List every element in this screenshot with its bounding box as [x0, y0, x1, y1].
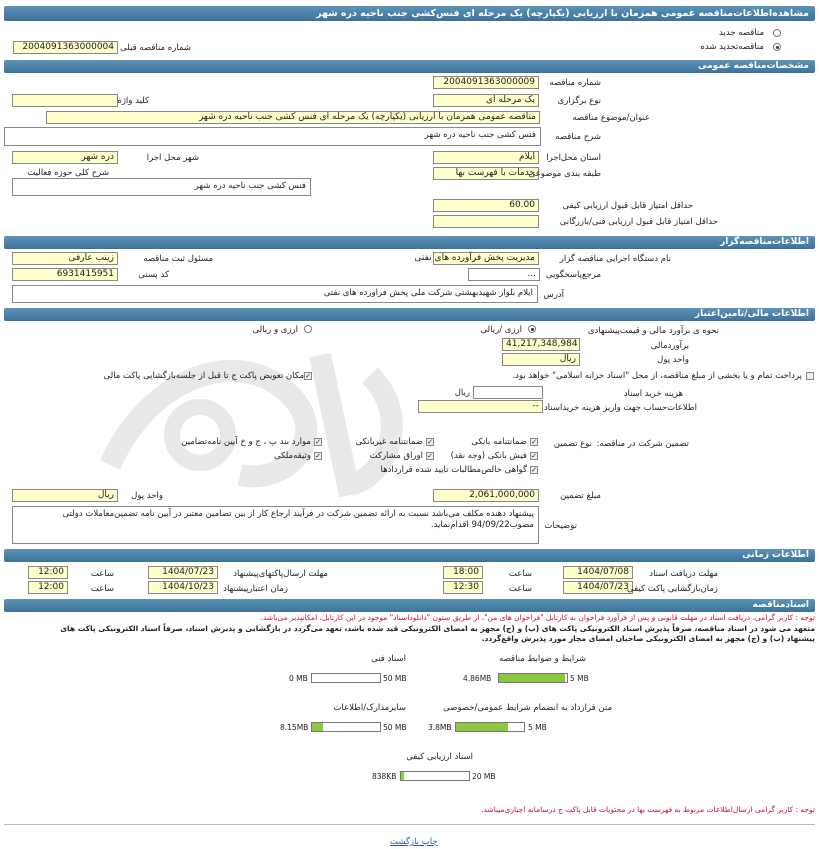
radio-renewed-label: مناقصه‌تجدید شده: [700, 42, 764, 52]
radio-rial-foreign[interactable]: [304, 325, 312, 333]
section-general-header: مشخصات‌مناقصه عمومی: [4, 60, 815, 73]
file-4-label: سایر‌مدارک/اطلاعات: [333, 703, 406, 713]
postal-code-field: 6931415951: [12, 268, 118, 281]
bottom-divider: [4, 824, 815, 825]
province-label: استان محل‌اجرا: [546, 153, 601, 163]
province-field: ایلام: [433, 151, 539, 164]
file-1-max: 5 MB: [570, 674, 589, 683]
valid-time-field: 12:00: [28, 581, 68, 594]
receive-label: مهلت دریافت اسناد: [649, 569, 718, 579]
currency-label: واحد پول: [657, 355, 689, 365]
agency-field: مدیریت پخش فرآورده های نفتی: [433, 252, 539, 265]
city-label: شهر محل اجرا: [146, 153, 199, 163]
min-tech-score-field: [433, 215, 539, 228]
currency-field: ریال: [502, 353, 580, 366]
file-5-max: 20 MB: [472, 772, 496, 781]
tender-description-label: شرح مناقصه: [555, 132, 601, 142]
min-quality-score-label: حداقل امتیاز قابل قبول ارزیابی کیفی: [562, 201, 693, 211]
tender-number-label: شماره مناقصه: [549, 78, 601, 88]
file-1-bar: [498, 673, 568, 683]
keyword-label: کلید واژه: [117, 96, 149, 106]
send-time-label: ساعت: [90, 569, 114, 579]
category-field: خدمات با فهرست بها: [433, 167, 539, 180]
radio-rial[interactable]: [528, 325, 536, 333]
g6-checkbox: ✓: [315, 452, 321, 460]
open-time-label: ساعت: [508, 584, 532, 594]
file-2-bar: [311, 673, 381, 683]
address-box: ایلام بلوار شهید‌بهشتی شرکت ملی پخش فراورده های نفتی: [12, 285, 538, 303]
documents-note-3: پیشنهاد (ب) و (ج) مجهز به امضای الکترونیکی صاحبان امضای مجاز مورد پذیرش واقع‌گردد.: [481, 634, 815, 643]
activity-box: فنس کشی جنب ناحیه دره شهر: [12, 178, 311, 196]
file-2-size: 0 MB: [289, 674, 308, 683]
replace-checkbox[interactable]: ✓: [305, 372, 311, 380]
file-5-bar: [400, 771, 470, 781]
guarantee-type-label: نوع تضمین: [553, 439, 592, 449]
notes-box: پیشنهاد دهنده مکلف می‌باشد نسبت به ارائه تضمین شرکت در فرآیند ارجاع کار از بین تضامین معتبر در آیین نامه تضمین‌معاملات دولتی مصوب94/09/22 اقدام‌نماید.: [12, 506, 539, 544]
valid-date-field: 1404/10/23: [148, 581, 218, 594]
send-time-field: 12:00: [28, 566, 68, 579]
file-3-max: 5 MB: [528, 723, 547, 732]
min-tech-score-label: حداقل امتیاز قابل قبول ارزیابی فنی/بازرگانی: [559, 217, 718, 227]
file-3-bar-fill: [456, 723, 508, 731]
file-4-max: 50 MB: [383, 723, 407, 732]
holding-type-label: نوع برگزاری: [557, 96, 601, 106]
documents-note-2: متعهد می شود در اسناد مناقصه، صرفاً پذیرش اسناد الکترونیکی پاکت های (ب) و (ج) مجهز به امضای الکترونیکی قید شده باشد، تعهد می‌گردد در بازگشایی و پذیرش اسناد، صرفاً اسناد الکترونیکی پاکت های: [60, 624, 815, 633]
keyword-field: [12, 94, 118, 107]
g7-checkbox: ✓: [531, 466, 537, 474]
radio-rial-foreign-label: ارزی و ریالی: [252, 325, 298, 335]
tender-title-label: عنوان/موضوع مناقصه: [572, 113, 650, 123]
payment-note: پرداخت تمام و یا بخشی از مبلغ مناقصه، از محل "اسناد خزانه اسلامی" خواهد بود.: [512, 371, 802, 381]
notes-label: توضیحات: [544, 521, 577, 531]
account-label: اطلاعات‌حساب جهت واریز هزینه خریداسناد: [543, 403, 697, 413]
holding-type-field: یک مرحله ای: [433, 94, 539, 107]
address-label: آدرس: [543, 290, 564, 300]
payment-checkbox[interactable]: [806, 372, 814, 380]
g3-checkbox: ✓: [315, 438, 321, 446]
activity-label: شرح کلی حوزه فعالیت: [27, 168, 109, 178]
estimate-label: برآوردمالی: [650, 341, 689, 351]
responsible-field: زینب عارفی: [12, 252, 118, 265]
file-1-size: 4.86MB: [463, 674, 492, 683]
category-label: طبقه بندی موضوعی: [528, 169, 601, 179]
guarantee-currency-label: واحد پول: [131, 491, 163, 501]
section-finance-header: اطلاعات مالی/تامین‌اعتبار: [4, 308, 815, 321]
postal-code-label: کد پستی: [138, 270, 169, 280]
tender-title-field: مناقصه عمومی همزمان با ارزیابی (یکپارچه) یک مرحله ای فنس کشی جنب ناحیه دره شهر: [46, 111, 540, 124]
guarantee-currency-field: ریال: [12, 489, 118, 502]
city-field: دره شهر: [12, 151, 118, 164]
receive-date-field: 1404/07/08: [563, 566, 633, 579]
doc-cost-field: [473, 386, 543, 399]
tender-description-box: فنس کشی جنب ناحیه دره شهر: [4, 127, 541, 146]
g1-checkbox: ✓: [531, 438, 537, 446]
receive-time-label: ساعت: [508, 569, 532, 579]
file-5-label: اسناد ارزیابی کیفی: [406, 752, 473, 762]
g7-label: گواهی خالص‌مطالبات تایید شده قراردادها: [380, 465, 527, 475]
open-date-field: 1404/07/23: [563, 581, 633, 594]
file-1-bar-fill: [499, 674, 565, 682]
account-field: --: [418, 400, 543, 413]
file-2-max: 50 MB: [383, 674, 407, 683]
file-5-size: 838KB: [372, 772, 397, 781]
g4-label: فیش بانکی (وجه نقد): [450, 451, 527, 461]
g5-label: اوراق مشارکت: [369, 451, 423, 461]
file-2-label: اسناد فنی: [371, 654, 406, 664]
valid-label: زمان اعتبار‌پیشنهاد: [223, 584, 288, 594]
section-documents-header: اسنادمناقصه: [4, 599, 815, 612]
open-label: زمان‌بازگشایی پاکت کیفی: [627, 584, 718, 594]
guarantee-amount-label: مبلغ تضمین: [560, 491, 601, 501]
file-4-bar: [311, 722, 381, 732]
file-3-label: متن قرارداد به انضمام شرایط عمومی/خصوصی: [443, 703, 612, 713]
g1-label: ضمانتنامه بانکی: [471, 437, 527, 447]
replace-label: مکان تعویض پاکت ج تا قبل از جلسه‌بازگشایی پاکت مالی: [103, 371, 304, 381]
g4-checkbox: ✓: [531, 452, 537, 460]
documents-note-1: توجه : کاربر گرامی، دریافت اسناد در مهلت قانونی و پس از فرآورد فراخوان به کارتابل "فراخوان های من"، از طریق ستون "دانلوداسناد" موجود در این کارتابل، امکانپذیر می‌باشد.: [260, 613, 815, 622]
min-quality-score-field: 60.00: [433, 199, 539, 212]
radio-new-label: مناقصه جدید: [719, 28, 764, 38]
send-label: مهلت ارسال‌پاکتهای‌پیشنهاد: [233, 569, 328, 579]
radio-new-tender[interactable]: [773, 29, 781, 37]
send-date-field: 1404/07/23: [148, 566, 218, 579]
open-time-field: 12:30: [443, 581, 483, 594]
guarantee-amount-field: 2,061,000,000: [433, 489, 539, 502]
estimate-field: 41,217,348,984: [502, 338, 580, 351]
g2-label: ضمانتنامه غیربانکی: [355, 437, 423, 447]
receive-time-field: 18:00: [443, 566, 483, 579]
tender-number-field: 2004091363000009: [433, 76, 539, 89]
radio-rial-label: ارزی /ریالی: [480, 325, 522, 335]
g5-checkbox: ✓: [427, 452, 433, 460]
file-3-bar: [455, 722, 525, 732]
estimate-type-label: نحوه ی برآورد مالی و قیمت‌پیشنهادی: [587, 326, 719, 336]
file-4-size: 8.15MB: [280, 723, 309, 732]
file-1-label: شرایط و ضوابط مناقصه: [499, 654, 586, 664]
g3-label: موارد بند پ ، ج و خ آیین نامه‌تضامین: [181, 437, 311, 447]
documents-footer-note: توجه : کاربر گرامی ارسال‌اطلاعات مربوط به فهرست بها در محتویات قابل پاکت ج درسامانه اجباری‌میباشد.: [481, 805, 815, 814]
file-4-bar-fill: [312, 723, 323, 731]
doc-cost-label: هزینه خرید اسناد: [623, 389, 683, 399]
reference-field[interactable]: ...: [468, 268, 540, 281]
guarantee-label: تضمین شرکت در مناقصه:: [596, 439, 689, 449]
agency-label: نام دستگاه اجرایی مناقصه گزار: [559, 254, 671, 264]
prev-tender-number-label: شماره مناقصه قبلی: [120, 43, 191, 53]
reference-label: مرجع‌پاسخگویی: [545, 270, 601, 280]
page-title: مشاهده‌اطلاعات‌مناقصه عمومی همزمان با ارزیابی (یکپارچه) یک مرحله ای فنس‌کشی جنب ناحیه دره شهر: [4, 6, 815, 21]
responsible-label: مسئول ثبت مناقصه: [143, 254, 213, 264]
section-timing-header: اطلاعات زمانی: [4, 549, 815, 562]
file-3-size: 3.8MB: [428, 723, 452, 732]
file-5-bar-fill: [401, 772, 404, 780]
valid-time-label: ساعت: [90, 584, 114, 594]
prev-tender-number-field: 2004091363000004: [13, 41, 118, 54]
doc-cost-unit: ریال: [454, 388, 470, 398]
print-back-link[interactable]: چاپ بازگشت: [390, 837, 438, 847]
g2-checkbox: ✓: [427, 438, 433, 446]
g6-label: وثیقه‌ملکی: [273, 451, 311, 461]
section-organizer-header: اطلاعات‌مناقصه‌گزار: [4, 236, 815, 249]
radio-renewed-tender[interactable]: [773, 43, 781, 51]
